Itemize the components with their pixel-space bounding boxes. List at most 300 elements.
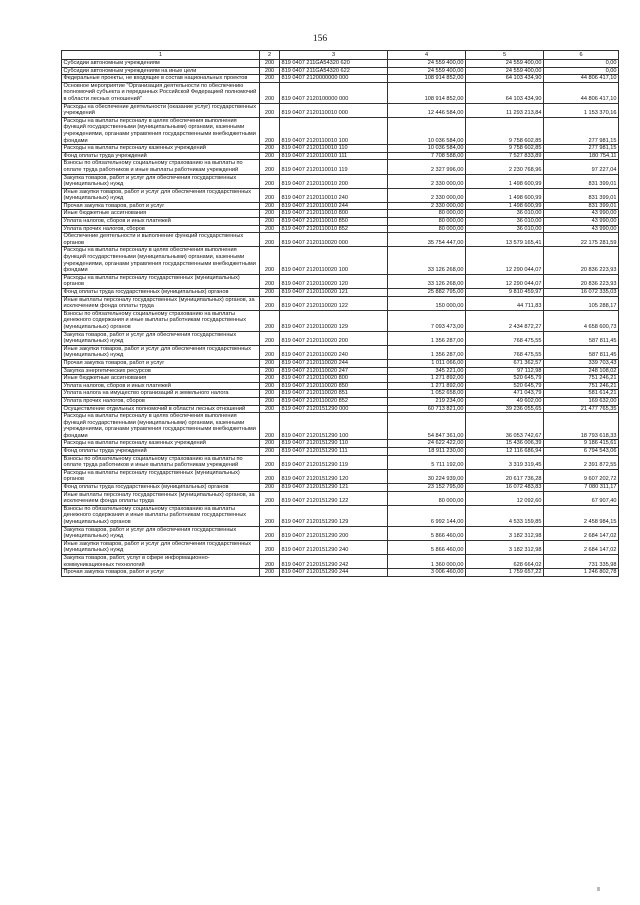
row-ved: 200 (260, 359, 280, 367)
row-code: 819 0407 2120110020 100 (280, 247, 388, 274)
row-name: Обеспечение деятельности и выполнение функций государственных органов (62, 233, 260, 247)
row-name: Закупка товаров, работ и услуг для обеспечения государственных (муниципальных) нужд (62, 174, 260, 188)
row-name: Прочая закупка товаров, работ и услуг (62, 202, 260, 210)
row-code: 819 0407 211GA54320 622 (280, 67, 388, 75)
row-col6: 0,00 (544, 67, 619, 75)
row-col5: 64 103 434,90 (466, 75, 544, 83)
row-col5: 1 498 600,99 (466, 188, 544, 202)
row-ved: 200 (260, 375, 280, 383)
row-code: 819 0407 2120110010 119 (280, 160, 388, 174)
row-col4: 30 224 939,00 (388, 469, 466, 483)
table-row (62, 484, 619, 492)
row-ved: 200 (260, 484, 280, 492)
row-name: Иные закупки товаров, работ и услуг для обеспечения государственных (муниципальных) нужд (62, 345, 260, 359)
row-col6: 44 806 417,10 (544, 82, 619, 103)
row-ved: 200 (260, 569, 280, 577)
row-ved: 200 (260, 233, 280, 247)
row-name: Уплата прочих налогов, сборов (62, 397, 260, 405)
row-col4: 33 126 268,00 (388, 247, 466, 274)
row-ved: 200 (260, 289, 280, 297)
table-row (62, 359, 619, 367)
table-row (62, 82, 619, 103)
table-row (62, 413, 619, 440)
row-code: 819 0407 2120110010 111 (280, 152, 388, 160)
row-col4: 1 356 287,00 (388, 331, 466, 345)
row-ved: 200 (260, 367, 280, 375)
row-code: 819 0407 2120110010 100 (280, 117, 388, 144)
row-col4: 80 000,00 (388, 491, 466, 505)
row-ved: 200 (260, 505, 280, 526)
row-code: 819 0407 2120151290 000 (280, 405, 388, 413)
row-col5: 15 436 006,39 (466, 440, 544, 448)
row-col6: 1 246 802,78 (544, 569, 619, 577)
row-name: Взносы по обязательному социальному страхованию на выплаты денежного содержания и иные выплаты работникам государственных (муниципальных) органов (62, 505, 260, 526)
row-col6: 0,00 (544, 60, 619, 68)
table-row (62, 117, 619, 144)
row-code: 819 0407 211GA54320 620 (280, 60, 388, 68)
row-col5: 2 434 872,27 (466, 310, 544, 331)
row-name: Уплата налога на имущество организаций и земельного налога (62, 390, 260, 398)
row-name: Фонд оплаты труда учреждений (62, 448, 260, 456)
row-col6: 4 658 600,73 (544, 310, 619, 331)
row-col5: 24 559 400,00 (466, 67, 544, 75)
row-col4: 7 093 473,00 (388, 310, 466, 331)
row-col4: 10 036 584,00 (388, 145, 466, 153)
row-col6: 731 335,98 (544, 554, 619, 568)
row-col4: 33 126 268,00 (388, 274, 466, 288)
row-ved: 200 (260, 247, 280, 274)
row-code: 819 0407 2120151290 244 (280, 569, 388, 577)
table-row (62, 491, 619, 505)
row-ved: 200 (260, 469, 280, 483)
row-col5: 768 475,55 (466, 345, 544, 359)
row-ved: 200 (260, 397, 280, 405)
table-row (62, 569, 619, 577)
row-ved: 200 (260, 145, 280, 153)
row-col5: 12 092,60 (466, 491, 544, 505)
table-row (62, 202, 619, 210)
row-col6: 339 703,43 (544, 359, 619, 367)
row-ved: 200 (260, 296, 280, 310)
row-col5: 97 112,98 (466, 367, 544, 375)
row-col4: 24 559 400,00 (388, 60, 466, 68)
row-name: Закупка товаров, работ и услуг для обеспечения государственных (муниципальных) нужд (62, 331, 260, 345)
table-row (62, 274, 619, 288)
row-col5: 671 362,57 (466, 359, 544, 367)
header-cell: 1 (62, 51, 260, 60)
row-col5: 2 230 768,96 (466, 160, 544, 174)
table-row (62, 233, 619, 247)
budget-table (61, 50, 619, 577)
table-row (62, 526, 619, 540)
header-cell: 5 (466, 51, 544, 60)
scan-mark (597, 887, 600, 891)
row-code: 819 0407 2120110010 000 (280, 103, 388, 117)
row-col4: 2 327 996,00 (388, 160, 466, 174)
row-col5: 11 293 213,84 (466, 103, 544, 117)
table-row (62, 160, 619, 174)
row-ved: 200 (260, 160, 280, 174)
row-name: Расходы на обеспечение деятельности (оказание услуг) государственных учреждений (62, 103, 260, 117)
row-col4: 5 711 192,00 (388, 455, 466, 469)
row-code: 819 0407 2120151290 111 (280, 448, 388, 456)
row-ved: 200 (260, 448, 280, 456)
row-col6: 21 477 765,35 (544, 405, 619, 413)
row-name: Взносы по обязательному социальному страхованию на выплаты по оплате труда работников и иные выплаты работникам учреждений (62, 455, 260, 469)
row-ved: 200 (260, 540, 280, 554)
table-row (62, 331, 619, 345)
row-ved: 200 (260, 67, 280, 75)
row-name: Иные закупки товаров, работ и услуг для обеспечения государственных (муниципальных) нужд (62, 188, 260, 202)
row-col6: 751 246,21 (544, 382, 619, 390)
row-code: 819 0407 2120151290 129 (280, 505, 388, 526)
row-name: Фонд оплаты труда учреждений (62, 152, 260, 160)
row-col6: 2 684 147,02 (544, 526, 619, 540)
row-name: Расходы на выплаты персоналу государственных (муниципальных) органов (62, 274, 260, 288)
row-col6: 16 072 335,03 (544, 289, 619, 297)
row-name: Расходы на выплаты персоналу в целях обеспечения выполнения функций государственными (муниципальными) органами, казенными учреждениями, органами управления государственными внебюджетными фондами (62, 117, 260, 144)
row-col5: 39 236 055,65 (466, 405, 544, 413)
row-col6: 6 794 543,06 (544, 448, 619, 456)
row-col4: 2 330 000,00 (388, 202, 466, 210)
row-col5: 3 182 312,98 (466, 540, 544, 554)
row-col4: 1 271 892,00 (388, 375, 466, 383)
row-name: Уплата налогов, сборов и иных платежей (62, 218, 260, 226)
row-col6: 831 399,01 (544, 174, 619, 188)
row-code: 819 0407 2120151290 122 (280, 491, 388, 505)
row-ved: 200 (260, 455, 280, 469)
row-name: Субсидии автономным учреждениям (62, 60, 260, 68)
row-col6: 831 399,01 (544, 188, 619, 202)
row-col6: 9 607 202,72 (544, 469, 619, 483)
table-row (62, 289, 619, 297)
row-col6: 44 806 417,10 (544, 75, 619, 83)
row-code: 819 0407 2120110020 200 (280, 331, 388, 345)
row-name: Иные выплаты персоналу государственных (муниципальных) органов, за исключением фонда оплаты труда (62, 491, 260, 505)
row-ved: 200 (260, 82, 280, 103)
row-col4: 1 052 658,00 (388, 390, 466, 398)
row-ved: 200 (260, 75, 280, 83)
table-row (62, 469, 619, 483)
row-code: 819 0407 2120110010 110 (280, 145, 388, 153)
row-name: Фонд оплаты труда государственных (муниципальных) органов (62, 484, 260, 492)
row-col4: 12 446 584,00 (388, 103, 466, 117)
row-ved: 200 (260, 491, 280, 505)
row-col5: 12 290 044,07 (466, 274, 544, 288)
row-col6: 43 990,00 (544, 225, 619, 233)
row-col6: 97 227,04 (544, 160, 619, 174)
row-col4: 345 221,00 (388, 367, 466, 375)
row-code: 819 0407 2120100000 000 (280, 82, 388, 103)
row-col6: 22 175 281,59 (544, 233, 619, 247)
row-col5: 628 664,02 (466, 554, 544, 568)
row-ved: 200 (260, 188, 280, 202)
row-code: 819 0407 2120110010 240 (280, 188, 388, 202)
table-row (62, 345, 619, 359)
row-code: 819 0407 2120110020 240 (280, 345, 388, 359)
row-col4: 80 000,00 (388, 218, 466, 226)
row-col4: 24 622 422,00 (388, 440, 466, 448)
row-col6: 277 981,15 (544, 117, 619, 144)
row-ved: 200 (260, 310, 280, 331)
row-col6: 751 246,21 (544, 375, 619, 383)
row-col5: 1 498 600,99 (466, 202, 544, 210)
row-col5: 64 103 434,90 (466, 82, 544, 103)
row-ved: 200 (260, 405, 280, 413)
row-ved: 200 (260, 60, 280, 68)
row-code: 819 0407 2120110010 850 (280, 218, 388, 226)
row-col6: 2 391 872,55 (544, 455, 619, 469)
row-col4: 24 559 400,00 (388, 67, 466, 75)
row-code: 819 0407 2120110010 244 (280, 202, 388, 210)
row-col4: 108 914 852,00 (388, 75, 466, 83)
row-col4: 2 330 000,00 (388, 188, 466, 202)
row-ved: 200 (260, 345, 280, 359)
row-ved: 200 (260, 382, 280, 390)
row-code: 819 0407 2120110020 120 (280, 274, 388, 288)
row-code: 819 0407 2120151290 242 (280, 554, 388, 568)
table-row (62, 397, 619, 405)
row-name: Основное мероприятие "Организация деятельности по обеспечению полномочий субъекта и переданных Российской Федерацией полномочий в области лесных отношений" (62, 82, 260, 103)
row-col6: 831 399,01 (544, 202, 619, 210)
row-col5: 36 010,00 (466, 225, 544, 233)
header-cell: 4 (388, 51, 466, 60)
row-ved: 200 (260, 202, 280, 210)
row-col4: 5 866 460,00 (388, 526, 466, 540)
header-row (62, 51, 619, 60)
row-col4: 1 271 892,00 (388, 382, 466, 390)
row-code: 819 0407 2120110020 850 (280, 382, 388, 390)
row-name: Иные выплаты персоналу государственных (муниципальных) органов, за исключением фонда оплаты труда (62, 296, 260, 310)
row-col6: 20 836 223,93 (544, 274, 619, 288)
table-row (62, 75, 619, 83)
table-row (62, 382, 619, 390)
row-col4: 10 036 584,00 (388, 117, 466, 144)
row-name: Иные бюджетные ассигнования (62, 210, 260, 218)
row-ved: 200 (260, 174, 280, 188)
row-code: 819 0407 2120151290 119 (280, 455, 388, 469)
row-col5: 44 711,83 (466, 296, 544, 310)
row-name: Субсидии автономным учреждениям на иные цели (62, 67, 260, 75)
row-col6: 581 614,21 (544, 390, 619, 398)
row-name: Осуществление отдельных полномочий в области лесных отношений (62, 405, 260, 413)
table-row (62, 440, 619, 448)
row-name: Фонд оплаты труда государственных (муниципальных) органов (62, 289, 260, 297)
row-code: 819 0407 2120000000 000 (280, 75, 388, 83)
row-code: 819 0407 2120151290 120 (280, 469, 388, 483)
row-col4: 25 882 795,00 (388, 289, 466, 297)
row-name: Уплата прочих налогов, сборов (62, 225, 260, 233)
row-name: Федеральные проекты, не входящие в состав национальных проектов (62, 75, 260, 83)
table-row (62, 210, 619, 218)
table-row (62, 225, 619, 233)
row-ved: 200 (260, 210, 280, 218)
row-col4: 23 152 795,00 (388, 484, 466, 492)
row-col4: 1 011 066,00 (388, 359, 466, 367)
row-col5: 12 116 686,94 (466, 448, 544, 456)
row-ved: 200 (260, 390, 280, 398)
row-col6: 43 990,00 (544, 210, 619, 218)
row-ved: 200 (260, 218, 280, 226)
row-col6: 180 754,11 (544, 152, 619, 160)
table-row (62, 554, 619, 568)
row-code: 819 0407 2120110020 851 (280, 390, 388, 398)
row-code: 819 0407 2120151290 200 (280, 526, 388, 540)
row-col4: 60 713 821,00 (388, 405, 466, 413)
row-col5: 36 010,00 (466, 218, 544, 226)
row-name: Прочая закупка товаров, работ и услуг (62, 569, 260, 577)
row-col6: 587 811,45 (544, 331, 619, 345)
row-ved: 200 (260, 413, 280, 440)
row-col6: 2 684 147,02 (544, 540, 619, 554)
header-cell: 6 (544, 51, 619, 60)
row-ved: 200 (260, 274, 280, 288)
row-col5: 1 498 600,99 (466, 174, 544, 188)
table-row (62, 375, 619, 383)
row-col6: 105 288,17 (544, 296, 619, 310)
row-col4: 108 914 852,00 (388, 82, 466, 103)
row-code: 819 0407 2120110020 122 (280, 296, 388, 310)
row-col5: 36 010,00 (466, 210, 544, 218)
row-name: Взносы по обязательному социальному страхованию на выплаты денежного содержания и иные выплаты работникам государственных (муниципальных) органов (62, 310, 260, 331)
row-col5: 768 475,55 (466, 331, 544, 345)
row-col6: 169 632,00 (544, 397, 619, 405)
row-col4: 80 000,00 (388, 210, 466, 218)
row-col5: 9 758 602,85 (466, 117, 544, 144)
table-row (62, 367, 619, 375)
row-col6: 2 458 984,15 (544, 505, 619, 526)
row-ved: 200 (260, 554, 280, 568)
row-code: 819 0407 2120110020 129 (280, 310, 388, 331)
row-col5: 16 072 483,83 (466, 484, 544, 492)
row-code: 819 0407 2120110020 800 (280, 375, 388, 383)
row-ved: 200 (260, 103, 280, 117)
row-code: 819 0407 2120110020 852 (280, 397, 388, 405)
row-col4: 150 000,00 (388, 296, 466, 310)
row-name: Расходы на выплаты персоналу казенных учреждений (62, 145, 260, 153)
row-name: Закупка товаров, работ, услуг в сфере информационно-коммуникационных технологий (62, 554, 260, 568)
row-col5: 12 290 044,07 (466, 247, 544, 274)
table-row (62, 247, 619, 274)
table-row (62, 103, 619, 117)
header-cell: 3 (280, 51, 388, 60)
table-row (62, 390, 619, 398)
row-col5: 20 617 736,28 (466, 469, 544, 483)
row-code: 819 0407 2120110010 852 (280, 225, 388, 233)
row-name: Прочая закупка товаров, работ и услуг (62, 359, 260, 367)
row-name: Расходы на выплаты персоналу в целях обеспечения выполнения функций государственными (муниципальными) органами, казенными учреждениями, органами управления государственными внебюджетными фондами (62, 247, 260, 274)
table-row (62, 60, 619, 68)
row-col4: 7 708 588,00 (388, 152, 466, 160)
row-name: Взносы по обязательному социальному страхованию на выплаты по оплате труда работников и иные выплаты работникам учреждений (62, 160, 260, 174)
row-col5: 1 759 657,22 (466, 569, 544, 577)
row-name: Закупка энергетических ресурсов (62, 367, 260, 375)
table-row (62, 188, 619, 202)
row-col6: 67 907,40 (544, 491, 619, 505)
row-col4: 5 866 460,00 (388, 540, 466, 554)
table-row (62, 540, 619, 554)
row-col6: 18 793 618,33 (544, 413, 619, 440)
row-col4: 1 356 287,00 (388, 345, 466, 359)
row-col5: 49 602,00 (466, 397, 544, 405)
row-col4: 219 234,00 (388, 397, 466, 405)
row-col5: 36 053 742,67 (466, 413, 544, 440)
row-name: Уплата налогов, сборов и иных платежей (62, 382, 260, 390)
row-code: 819 0407 2120110020 121 (280, 289, 388, 297)
row-name: Расходы на выплаты персоналу государственных (муниципальных) органов (62, 469, 260, 483)
table-row (62, 405, 619, 413)
table-row (62, 145, 619, 153)
table-row (62, 296, 619, 310)
row-col5: 7 527 833,89 (466, 152, 544, 160)
row-code: 819 0407 2120110020 247 (280, 367, 388, 375)
row-col6: 7 080 311,17 (544, 484, 619, 492)
row-col5: 471 043,79 (466, 390, 544, 398)
table-row (62, 455, 619, 469)
table-row (62, 448, 619, 456)
table-row (62, 218, 619, 226)
row-code: 819 0407 2120110010 800 (280, 210, 388, 218)
row-ved: 200 (260, 440, 280, 448)
row-code: 819 0407 2120151290 121 (280, 484, 388, 492)
table-row (62, 505, 619, 526)
row-name: Закупка товаров, работ и услуг для обеспечения государственных (муниципальных) нужд (62, 526, 260, 540)
row-ved: 200 (260, 152, 280, 160)
row-col5: 520 645,79 (466, 375, 544, 383)
row-ved: 200 (260, 526, 280, 540)
row-col4: 18 911 230,00 (388, 448, 466, 456)
row-col5: 13 579 165,41 (466, 233, 544, 247)
row-col4: 54 847 361,00 (388, 413, 466, 440)
row-col5: 9 758 602,85 (466, 145, 544, 153)
row-col4: 2 330 000,00 (388, 174, 466, 188)
row-col4: 6 992 144,00 (388, 505, 466, 526)
row-col6: 20 836 223,93 (544, 247, 619, 274)
row-col5: 3 182 312,98 (466, 526, 544, 540)
row-col4: 3 006 460,00 (388, 569, 466, 577)
row-col5: 3 319 319,45 (466, 455, 544, 469)
row-name: Иные закупки товаров, работ и услуг для обеспечения государственных (муниципальных) нужд (62, 540, 260, 554)
row-code: 819 0407 2120151290 100 (280, 413, 388, 440)
table-row (62, 310, 619, 331)
page-number: 156 (312, 34, 328, 44)
row-col4: 35 754 447,00 (388, 233, 466, 247)
row-code: 819 0407 2120151290 110 (280, 440, 388, 448)
table-row (62, 67, 619, 75)
row-col6: 9 186 415,61 (544, 440, 619, 448)
row-name: Расходы на выплаты персоналу казенных учреждений (62, 440, 260, 448)
row-name: Иные бюджетные ассигнования (62, 375, 260, 383)
row-col4: 80 000,00 (388, 225, 466, 233)
row-col5: 520 645,79 (466, 382, 544, 390)
row-code: 819 0407 2120110010 200 (280, 174, 388, 188)
row-ved: 200 (260, 225, 280, 233)
row-col5: 4 533 159,85 (466, 505, 544, 526)
row-col6: 277 981,15 (544, 145, 619, 153)
row-col6: 1 153 370,16 (544, 103, 619, 117)
row-col6: 43 990,00 (544, 218, 619, 226)
row-ved: 200 (260, 331, 280, 345)
row-name: Расходы на выплаты персоналу в целях обеспечения выполнения функций государственными (муниципальными) органами, казенными учреждениями, органами управления государственными внебюджетными фондами (62, 413, 260, 440)
row-col5: 9 810 459,97 (466, 289, 544, 297)
row-col6: 587 811,45 (544, 345, 619, 359)
row-col6: 248 108,02 (544, 367, 619, 375)
row-code: 819 0407 2120151290 240 (280, 540, 388, 554)
table-row (62, 174, 619, 188)
header-cell: 2 (260, 51, 280, 60)
table-row (62, 152, 619, 160)
row-code: 819 0407 2120110020 244 (280, 359, 388, 367)
